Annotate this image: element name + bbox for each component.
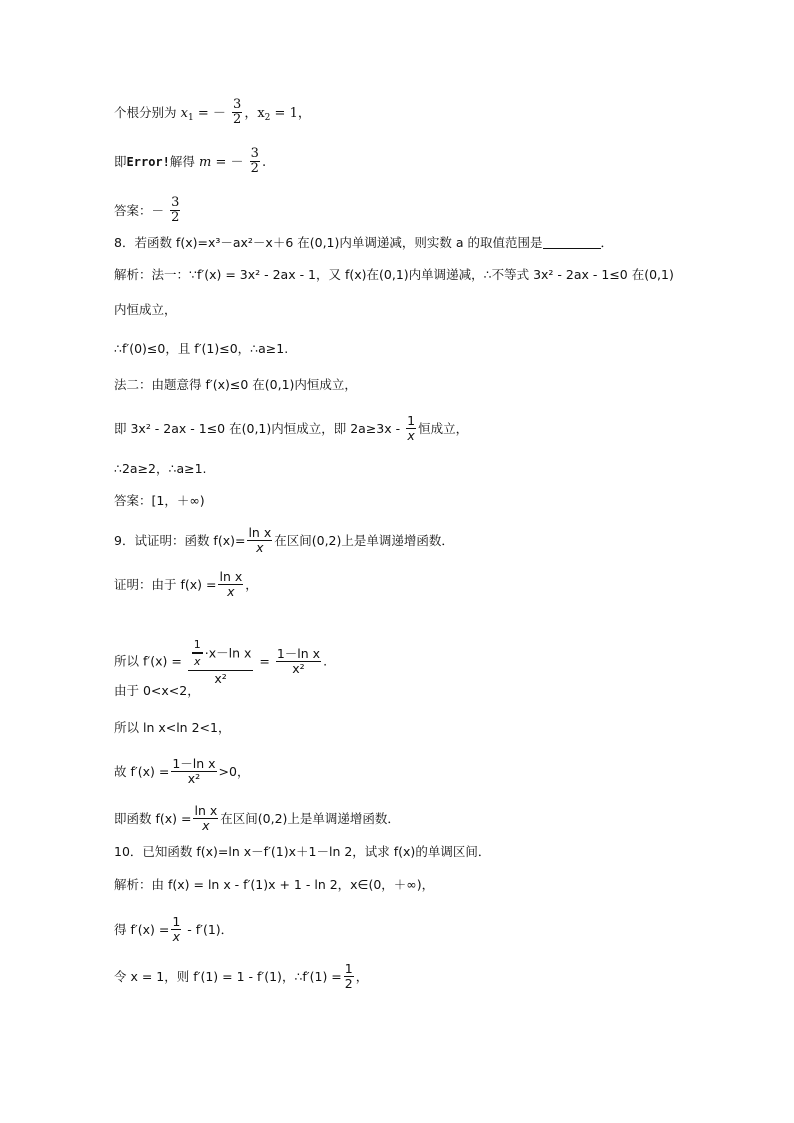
- text: 解析：由 f(x) = ln x - f′(1)x + 1 - ln 2，x∈(0，＋∞)，: [114, 877, 435, 892]
- numerator: 1: [407, 413, 416, 428]
- text: ，: [245, 577, 258, 592]
- numerator: ln x: [248, 525, 272, 540]
- text: 解析：法一：∵f′(x) = 3x² - 2ax - 1，又 f(x)在(0,1)内单调递减，∴不等式 3x² - 2ax - 1≤0 在(0,1): [114, 267, 674, 282]
- text: = －: [211, 155, 244, 170]
- text: 恒成立，: [418, 421, 469, 436]
- denominator: 2: [171, 210, 180, 225]
- line-answer-8: [114, 493, 205, 509]
- numerator: 1: [344, 961, 353, 976]
- numerator: 1: [193, 638, 201, 651]
- denominator: 2: [344, 976, 353, 991]
- text: ，x: [244, 106, 265, 121]
- line-proof-1: [114, 571, 258, 600]
- text: 即函数 f(x) =: [114, 811, 192, 826]
- text: 内恒成立，: [114, 302, 177, 317]
- text: .: [261, 155, 267, 170]
- fraction: [193, 804, 218, 833]
- text: 证明：由于 f(x) =: [114, 577, 217, 592]
- text: 在区间(0,2)上是单调递增函数．: [274, 533, 454, 548]
- text: >0，: [218, 764, 250, 779]
- text: 故 f′(x) =: [114, 764, 170, 779]
- fraction: [218, 570, 243, 599]
- text: ．: [600, 235, 614, 250]
- question-8: [114, 235, 613, 251]
- text: ∴f′(0)≤0，且 f′(1)≤0，∴a≥1.: [114, 341, 289, 356]
- line-proof-2: [114, 638, 327, 686]
- fraction: [170, 196, 180, 225]
- denominator: 2: [250, 161, 259, 176]
- numerator: 1－ln x: [172, 756, 216, 771]
- text: - f′(1)．: [183, 922, 234, 937]
- question-10: [114, 844, 490, 860]
- numerator: 3: [171, 195, 180, 210]
- fraction: [232, 98, 242, 127]
- text: 9．试证明：函数 f(x)=: [114, 533, 246, 548]
- line-analysis-1: [114, 267, 674, 283]
- line-analysis-2: [114, 302, 177, 318]
- numerator: ln x: [219, 569, 243, 584]
- denominator: x: [407, 428, 415, 443]
- fraction: [171, 757, 216, 786]
- complex-numerator: [188, 638, 254, 671]
- text: 由于 0<x<2，: [114, 683, 200, 698]
- line-analysis-3: [114, 341, 288, 357]
- line-proof-4: [114, 720, 230, 736]
- text: = 1，: [270, 106, 311, 121]
- complex-denominator: x²: [214, 671, 227, 686]
- numerator: 1－ln x: [276, 645, 321, 661]
- text: 所以 f′(x) =: [114, 653, 182, 669]
- line-method-2: [114, 377, 357, 393]
- denominator: x: [193, 818, 218, 833]
- denominator: x²: [276, 661, 321, 676]
- fraction: [276, 647, 321, 676]
- line-conclusion-8: [114, 461, 207, 477]
- line-roots: [114, 99, 311, 128]
- line-analysis-10c: [114, 963, 368, 992]
- question-text: 8．若函数 f(x)=x³－ax²－x＋6 在(0,1)内单调递减，则实数 a 的取值范围是: [114, 235, 543, 250]
- numerator: 1: [172, 914, 181, 929]
- text: 所以 ln x<ln 2<1，: [114, 720, 231, 735]
- text: 即: [114, 154, 127, 169]
- inner-fraction: [192, 637, 203, 669]
- text: ·x－ln x: [204, 645, 252, 661]
- var: x: [180, 106, 188, 121]
- denominator: x: [172, 929, 180, 944]
- text: 法二：由题意得 f′(x)≤0 在(0,1)内恒成立，: [114, 377, 357, 392]
- text: =: [255, 653, 274, 669]
- line-answer-7: [114, 197, 182, 226]
- fraction: [171, 915, 181, 944]
- subscript: 2: [264, 113, 271, 123]
- error-text: Error!: [126, 155, 170, 169]
- answer-blank: [543, 236, 601, 249]
- line-method-2b: [114, 415, 468, 444]
- denominator: x: [218, 584, 243, 599]
- text: 个根分别为: [114, 105, 177, 120]
- subscript: 1: [188, 113, 194, 123]
- text: ∴2a≥2，∴a≥1.: [114, 461, 207, 476]
- fraction: [344, 962, 354, 991]
- text: .: [323, 653, 328, 669]
- fraction: [406, 414, 416, 443]
- question-text: 10．已知函数 f(x)=ln x－f′(1)x＋1－ln 2，试求 f(x)的单调区间．: [114, 844, 491, 859]
- text: 即 3x² - 2ax - 1≤0 在(0,1)内恒成立，即 2a≥3x -: [114, 421, 401, 436]
- var: m: [194, 155, 212, 170]
- complex-fraction: [188, 638, 254, 686]
- line-analysis-10b: [114, 916, 233, 945]
- numerator: ln x: [194, 803, 218, 818]
- denominator: 2: [233, 112, 242, 127]
- line-proof-6: [114, 805, 400, 834]
- text: ，: [355, 969, 369, 984]
- denominator: x: [192, 653, 203, 669]
- text: 在区间(0,2)上是单调递增函数．: [220, 811, 400, 826]
- line-solve-m: [114, 148, 266, 177]
- numerator: 3: [233, 97, 242, 112]
- line-analysis-10a: [114, 877, 434, 893]
- text: = －: [193, 106, 226, 121]
- question-9: [114, 527, 454, 556]
- line-proof-3: [114, 683, 200, 699]
- text: 解得: [169, 154, 195, 169]
- denominator: x: [247, 540, 272, 555]
- text: 答案：[1，＋∞): [114, 493, 205, 508]
- text: 答案：－: [114, 203, 165, 218]
- numerator: 3: [250, 146, 259, 161]
- text: 得 f′(x) =: [114, 922, 170, 937]
- text: 令 x = 1，则 f′(1) = 1 - f′(1)，∴f′(1) =: [114, 969, 342, 984]
- line-proof-5: [114, 758, 249, 787]
- fraction: [250, 147, 260, 176]
- fraction: [247, 526, 272, 555]
- denominator: x²: [171, 771, 216, 786]
